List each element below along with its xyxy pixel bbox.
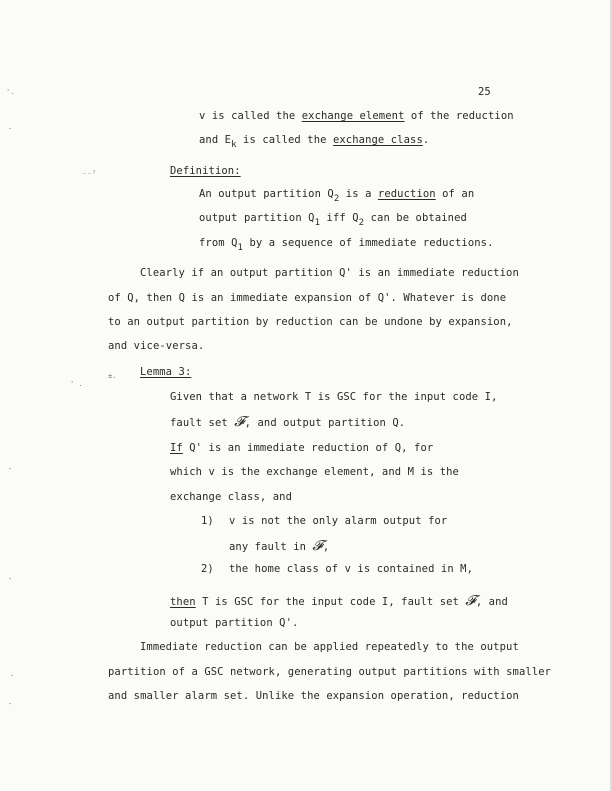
underlined-term: exchange class	[332, 134, 423, 146]
text-line	[199, 110, 514, 122]
scan-mark: -	[8, 465, 13, 473]
scan-mark: ±.	[108, 372, 117, 380]
text-run: any fault in	[229, 541, 313, 553]
script-f-symbol: 𝓕	[465, 593, 476, 609]
lemma-heading: Lemma 3:	[140, 366, 192, 378]
text-run: fault set	[170, 417, 235, 429]
condition-number: 1)	[201, 515, 214, 527]
text-run: from Q	[199, 237, 238, 249]
text-run: .	[422, 134, 430, 146]
subscript: 2	[358, 218, 365, 228]
paragraph-line: and vice-versa.	[108, 340, 205, 352]
text-line: exchange class, and	[170, 491, 293, 503]
definition-heading: Definition:	[170, 165, 241, 177]
text-line: Given that a network T is GSC for the input code I,	[170, 391, 498, 403]
text-line: which v is the exchange element, and M is the	[170, 466, 459, 478]
text-line	[170, 414, 405, 430]
text-line	[199, 237, 494, 253]
scan-mark: ' .	[70, 380, 83, 388]
underlined-term: exchange element	[301, 110, 405, 122]
text-line: output partition Q'.	[170, 617, 299, 629]
scan-mark: ·	[10, 672, 15, 680]
underlined-term: reduction	[377, 188, 436, 200]
text-line	[199, 134, 430, 150]
text-run: T is GSC for the input code I, fault set	[195, 596, 466, 608]
condition-text: the home class of v is contained in M,	[229, 563, 474, 575]
text-run: is called the	[236, 134, 333, 146]
text-run: , and output partition Q.	[244, 417, 406, 429]
text-run: of an	[435, 188, 475, 200]
text-line	[199, 188, 475, 204]
condition-text	[229, 538, 329, 554]
text-run: ,	[322, 541, 330, 553]
condition-text: v is not the only alarm output for	[229, 515, 448, 527]
text-line	[170, 442, 433, 454]
text-run: by a sequence of immediate reductions.	[243, 237, 494, 249]
text-run: Q' is an immediate reduction of Q, for	[182, 442, 434, 454]
paragraph-line: Clearly if an output partition Q' is an immediate reduction	[140, 267, 519, 279]
paragraph-line: of Q, then Q is an immediate expansion of Q'. Whatever is done	[108, 292, 507, 304]
subscript: 1	[314, 218, 321, 228]
script-f-symbol: 𝓕	[312, 538, 323, 554]
text-run: iff Q	[320, 212, 359, 224]
script-f-symbol: 𝓕	[234, 414, 245, 430]
scan-mark: -	[8, 575, 13, 583]
scan-mark: ⁻⁻ˀ	[82, 170, 97, 179]
paragraph-line: Immediate reduction can be applied repeatedly to the output	[140, 641, 519, 653]
text-line	[170, 593, 508, 609]
scan-mark: -	[8, 700, 13, 708]
subscript: 1	[237, 243, 244, 253]
text-line	[199, 212, 467, 228]
text-run: v is called the	[199, 110, 302, 122]
subscript: 2	[333, 194, 340, 204]
text-run: of the reduction	[404, 110, 514, 122]
text-run: , and	[475, 596, 508, 608]
paragraph-line: partition of a GSC network, generating output partitions with smaller	[108, 666, 552, 678]
subscript: k	[231, 140, 237, 150]
text-run: is a	[339, 188, 378, 200]
text-run: An output partition Q	[199, 188, 334, 200]
condition-number: 2)	[201, 563, 214, 575]
text-run: output partition Q	[199, 212, 315, 224]
underlined-term: If	[170, 442, 183, 454]
scan-mark: ·	[8, 125, 13, 133]
text-run: and E	[199, 134, 232, 146]
underlined-term: then	[170, 596, 196, 608]
scan-mark: '.	[6, 88, 15, 96]
page-number: 25	[478, 86, 491, 98]
text-run: can be obtained	[364, 212, 467, 224]
paragraph-line: and smaller alarm set. Unlike the expansion operation, reduction	[108, 690, 519, 702]
paragraph-line: to an output partition by reduction can be undone by expansion,	[108, 316, 513, 328]
